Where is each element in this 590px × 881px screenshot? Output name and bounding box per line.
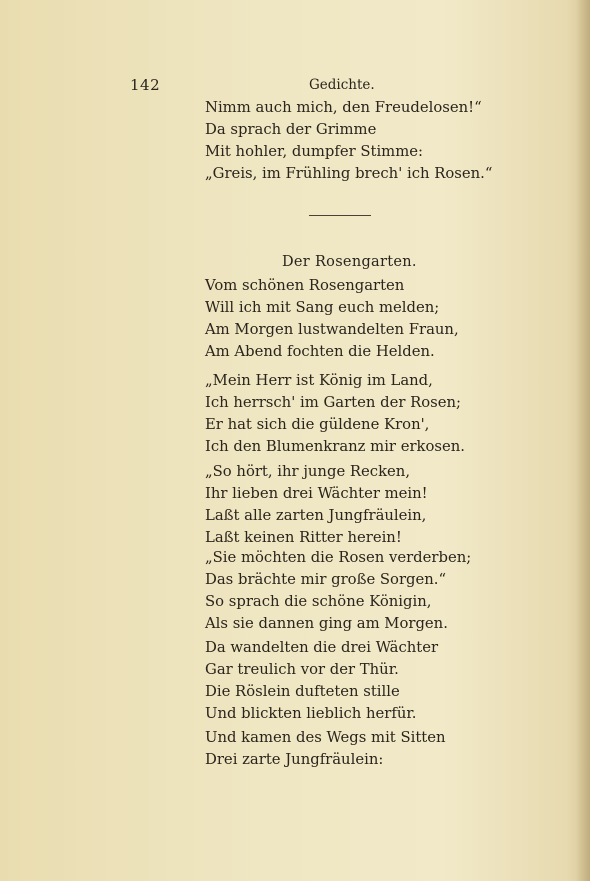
stanza-5 <box>205 637 438 725</box>
verse-line: Am Abend fochten die Helden. <box>205 343 435 360</box>
verse-line: Die Röslein dufteten stille <box>205 683 400 700</box>
verse-line: So sprach die schöne Königin, <box>205 593 432 610</box>
verse-line: Ihr lieben drei Wächter mein! <box>205 485 428 502</box>
stanza-4 <box>205 547 471 635</box>
page-number: 142 <box>130 76 161 94</box>
verse-line: Und blickten lieblich herfür. <box>205 705 417 722</box>
verse-line: Nimm auch mich, den Freudelosen!“ <box>205 99 482 116</box>
verse-line: Am Morgen lustwandelten Fraun, <box>205 321 459 338</box>
verse-line: Laßt alle zarten Jungfräulein, <box>205 507 427 524</box>
verse-line: Gar treulich vor der Thür. <box>205 661 399 678</box>
running-title: Gedichte. <box>309 77 375 93</box>
verse-line: Da wandelten die drei Wächter <box>205 639 439 656</box>
verse-line: Laßt keinen Ritter herein! <box>205 529 402 546</box>
verse-line: Als sie dannen ging am Morgen. <box>205 615 448 632</box>
verse-line: Da sprach der Grimme <box>205 121 377 138</box>
verse-line: Er hat sich die güldene Kron', <box>205 416 430 433</box>
stanza-2 <box>205 370 465 458</box>
verse-line: „So hört, ihr junge Recken, <box>205 463 411 480</box>
section-divider <box>309 215 371 216</box>
verse-line: Und kamen des Wegs mit Sitten <box>205 729 446 746</box>
verse-line: Das brächte mir große Sorgen.“ <box>205 571 447 588</box>
verse-line: Ich herrsch' im Garten der Rosen; <box>205 394 462 411</box>
stanza-1 <box>205 275 459 363</box>
stanza-3 <box>205 461 428 549</box>
verse-line: Will ich mit Sang euch melden; <box>205 299 440 316</box>
verse-line: Drei zarte Jungfräulein: <box>205 751 384 768</box>
verse-line: Vom schönen Rosengarten <box>205 277 405 294</box>
opening-stanza <box>205 97 492 185</box>
page-edge-shadow <box>576 0 590 881</box>
poem-title: Der Rosengarten. <box>282 254 417 270</box>
verse-line: „Greis, im Frühling brech' ich Rosen.“ <box>205 165 493 182</box>
verse-line: „Sie möchten die Rosen verderben; <box>205 549 472 566</box>
stanza-6 <box>205 727 446 771</box>
verse-line: „Mein Herr ist König im Land, <box>205 372 433 389</box>
verse-line: Mit hohler, dumpfer Stimme: <box>205 143 423 160</box>
verse-line: Ich den Blumenkranz mir erkosen. <box>205 438 466 455</box>
